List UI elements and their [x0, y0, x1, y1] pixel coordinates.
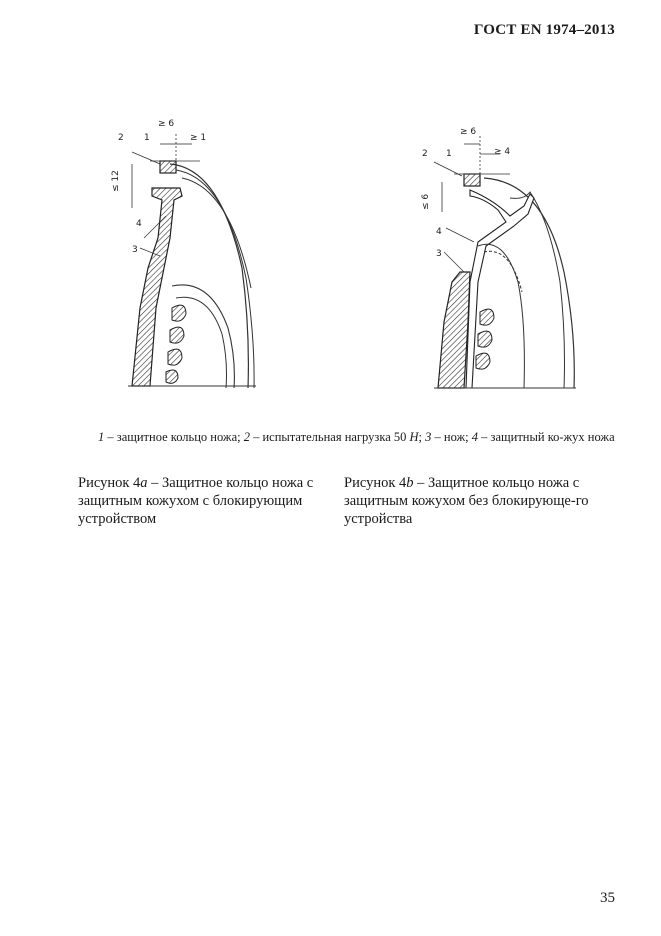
callout-3: 3 — [132, 245, 138, 255]
figure-4a-drawing — [110, 108, 270, 398]
dim-vertical-label: ≤ 6 — [421, 193, 431, 210]
figure-4b-drawing — [414, 122, 594, 398]
dim-side-label: ≥ 1 — [190, 133, 207, 143]
dim-top-label: ≥ 6 — [158, 119, 175, 129]
callout-2: 2 — [422, 149, 428, 159]
document-header: ГОСТ EN 1974–2013 — [473, 22, 615, 38]
dim-vertical-label: ≤ 12 — [111, 170, 121, 192]
dim-side-label: ≥ 4 — [494, 147, 511, 157]
callout-3: 3 — [436, 249, 442, 259]
callout-4: 4 — [436, 227, 442, 237]
figure-4a-caption: Рисунок 4a – Защитное кольцо ножа с защитным кожухом с блокирующим устройством — [78, 475, 314, 527]
callout-2: 2 — [118, 133, 124, 143]
callout-4: 4 — [136, 219, 142, 229]
page-number: 35 — [600, 890, 615, 906]
dim-top-label: ≥ 6 — [460, 127, 477, 137]
figure-4b-caption: Рисунок 4b – Защитное кольцо ножа с защитным кожухом без блокирующе-го устройства — [344, 475, 589, 527]
figure-legend: 1 – защитное кольцо ножа; 2 – испытательная нагрузка 50 H; 3 – нож; 4 – защитный ко-жух ножа — [98, 430, 615, 444]
callout-1: 1 — [144, 133, 150, 143]
callout-1: 1 — [446, 149, 452, 159]
